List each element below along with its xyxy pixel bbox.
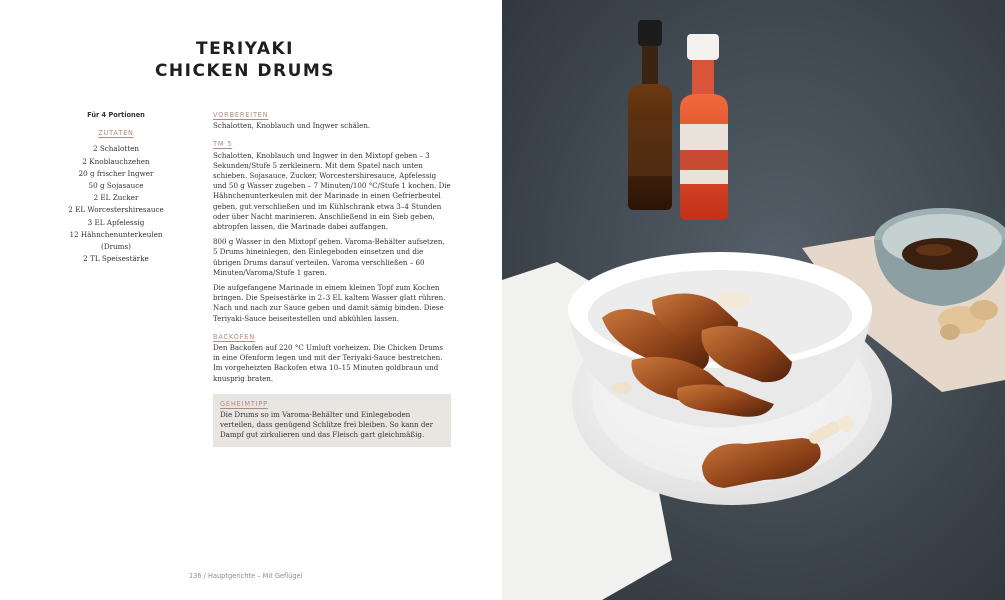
recipe-title: [130, 38, 360, 82]
ingredient-item: 50 g Sojasauce: [88, 181, 144, 191]
tm5-heading: TM 5: [213, 140, 233, 149]
tm5-step-3: Die aufgefangene Marinade in einem kleinen Topf zum Kochen bringen. Die Speisestärke in 2–3 EL kaltem Wasser glatt rühren. Nach und nach zur Sauce geben und damit sämig binden. Diese Teriyaki-Sauce beiseitestellen und abkühlen lassen.: [213, 283, 446, 323]
ingredients-column: [60, 109, 172, 265]
ingredient-list: [60, 143, 172, 265]
tm5-step-2: 800 g Wasser in den Mixtopf geben. Varoma-Behälter aufsetzen, 5 Drums hineinlegen, den Einlegeboden einsetzen und die übrigen Drums darauf verteilen. Varoma verschließen – 60 Minuten/Varoma/Stufe 1 garen.: [213, 237, 445, 277]
ingredient-item: 2 TL Speisestärke: [83, 254, 149, 264]
ingredient-item: 3 EL Apfelessig: [87, 217, 145, 227]
prep-heading: VORBEREITEN: [213, 111, 269, 119]
page-footer: 136 / Hauptgerichte – Mit Geflügel: [189, 572, 303, 580]
ingredient-item: 2 EL Worcestershiresauce: [68, 205, 164, 215]
oven-heading: BACKOFEN: [213, 332, 255, 341]
ingredient-item: 12 Hähnchenunterkeulen (Drums): [69, 229, 163, 252]
oven-text: Den Backofen auf 220 °C Umluft vorheizen. Die Chicken Drums in eine Ofenform legen und mit der Teriyaki-Sauce bestreichen. Im vorgeheizten Backofen etwa 10–15 Minuten goldbraun und knusprig braten.: [213, 343, 444, 383]
recipe-page: [0, 0, 502, 600]
ingredient-item: 2 Knoblauchzehen: [82, 156, 150, 166]
recipe-title-line-1: TERIYAKI: [196, 39, 294, 59]
recipe-title-line-2: CHICKEN DRUMS: [154, 61, 336, 81]
tip-box: [213, 394, 451, 447]
prep-text: Schalotten, Knoblauch und Ingwer schälen.: [213, 121, 371, 131]
ingredients-heading: ZUTATEN: [98, 129, 134, 138]
tip-heading: GEHEIMTIPP: [220, 399, 268, 408]
method-column: [213, 110, 451, 447]
ingredient-item: 2 EL Zucker: [93, 193, 139, 203]
tip-text: Die Drums so im Varoma-Behälter und Einlegeboden verteilen, dass genügend Schlitze frei bleiben. So kann der Dampf gut zirkulieren und das Fleisch gart gleichmäßig.: [220, 410, 433, 440]
ingredient-item: 20 g frischer Ingwer: [78, 168, 154, 178]
tm5-step-1: Schalotten, Knoblauch und Ingwer in den Mixtopf geben – 3 Sekunden/Stufe 5 zerkleinern. Mit dem Spatel nach unten schieben. Sojasauce, Zucker, Worcestershiresauce, Apfelessig und 50 g Wasser zugeben – 7 Minuten/100 °C/Stufe 1 kochen. Die Hähnchenunterkeulen mit der Marinade in einen Gefrierbeutel geben, gut verschließen und im Kühlschrank etwa 3–4 Stunden oder über Nacht marinieren. Anschließend in ein Sieb geben, abtropfen lassen, die Marinade dabei auffangen.: [213, 150, 451, 232]
ingredient-item: 2 Schalotten: [92, 144, 139, 154]
portions-label: Für 4 Portionen: [87, 111, 145, 119]
recipe-photo: [502, 0, 1005, 600]
